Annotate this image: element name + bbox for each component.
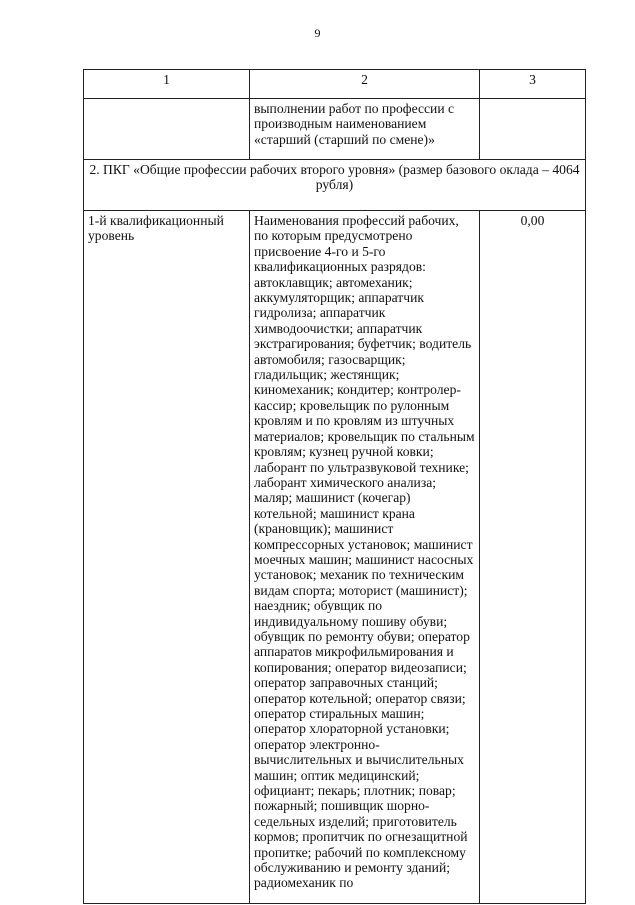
table-row <box>84 211 586 904</box>
group-title: 2. ПКГ «Общие профессии рабочих второго уровня» (размер базового оклада – 4064 рубля) <box>84 160 586 211</box>
header-cell-1: 1 <box>84 70 250 99</box>
coefficient-cell: 0,00 <box>480 211 586 904</box>
table-header-row <box>84 70 586 99</box>
continuation-level-cell <box>84 99 250 160</box>
continuation-professions-cell: выполнении работ по профессии с производным наименованием «старший (старший по смене)» <box>250 99 480 160</box>
header-cell-3: 3 <box>480 70 586 99</box>
professions-cell <box>250 211 480 904</box>
page-number: 9 <box>314 26 321 40</box>
document-table <box>83 69 586 904</box>
professions-list: Наименования профессий рабочих, по которым предусмотрено присвоение 4-го и 5-го квалификационных разрядов: автоклавщик; автомеханик; аккумуляторщик; аппаратчик гидролиза; аппаратчик химводоочистки; аппаратчик экстрагирования; буфетчик; водитель автомобиля; газосварщик; гладильщик; жестянщик; киномеханик; кондитер; контролер-кассир; кровельщик по рулонным кровлям и по кровлям из штучных материалов; кровельщик по стальным кровлям; кузнец ручной ковки; лаборант по ультразвуковой технике; лаборант химического анализа; маляр; машинист (кочегар) котельной; машинист крана (крановщик); машинист компрессорных установок; машинист моечных машин; машинист насосных установок; механик по техническим видам спорта; моторист (машинист); наездник; обувщик по индивидуальному пошиву обуви; обувщик по ремонту обуви; оператор аппаратов микрофильмирования и копирования; оператор видеозаписи; оператор заправочных станций; оператор котельной; оператор связи; оператор стиральных машин; оператор хлораторной установки; оператор электронно-вычислительных и вычислительных машин; оптик медицинский; официант; пекарь; плотник; повар; пожарный; пошивщик шорно-седельных изделий; приготовитель кормов; пропитчик по огнезащитной пропитке; рабочий по комплексному обслуживанию и ремонту зданий; радиомеханик по <box>254 213 475 891</box>
qualification-level-cell: 1-й квалификационный уровень <box>84 211 250 904</box>
header-cell-2: 2 <box>250 70 480 99</box>
continuation-coefficient-cell <box>480 99 586 160</box>
group-header-row <box>84 160 586 211</box>
table-row <box>84 99 586 160</box>
